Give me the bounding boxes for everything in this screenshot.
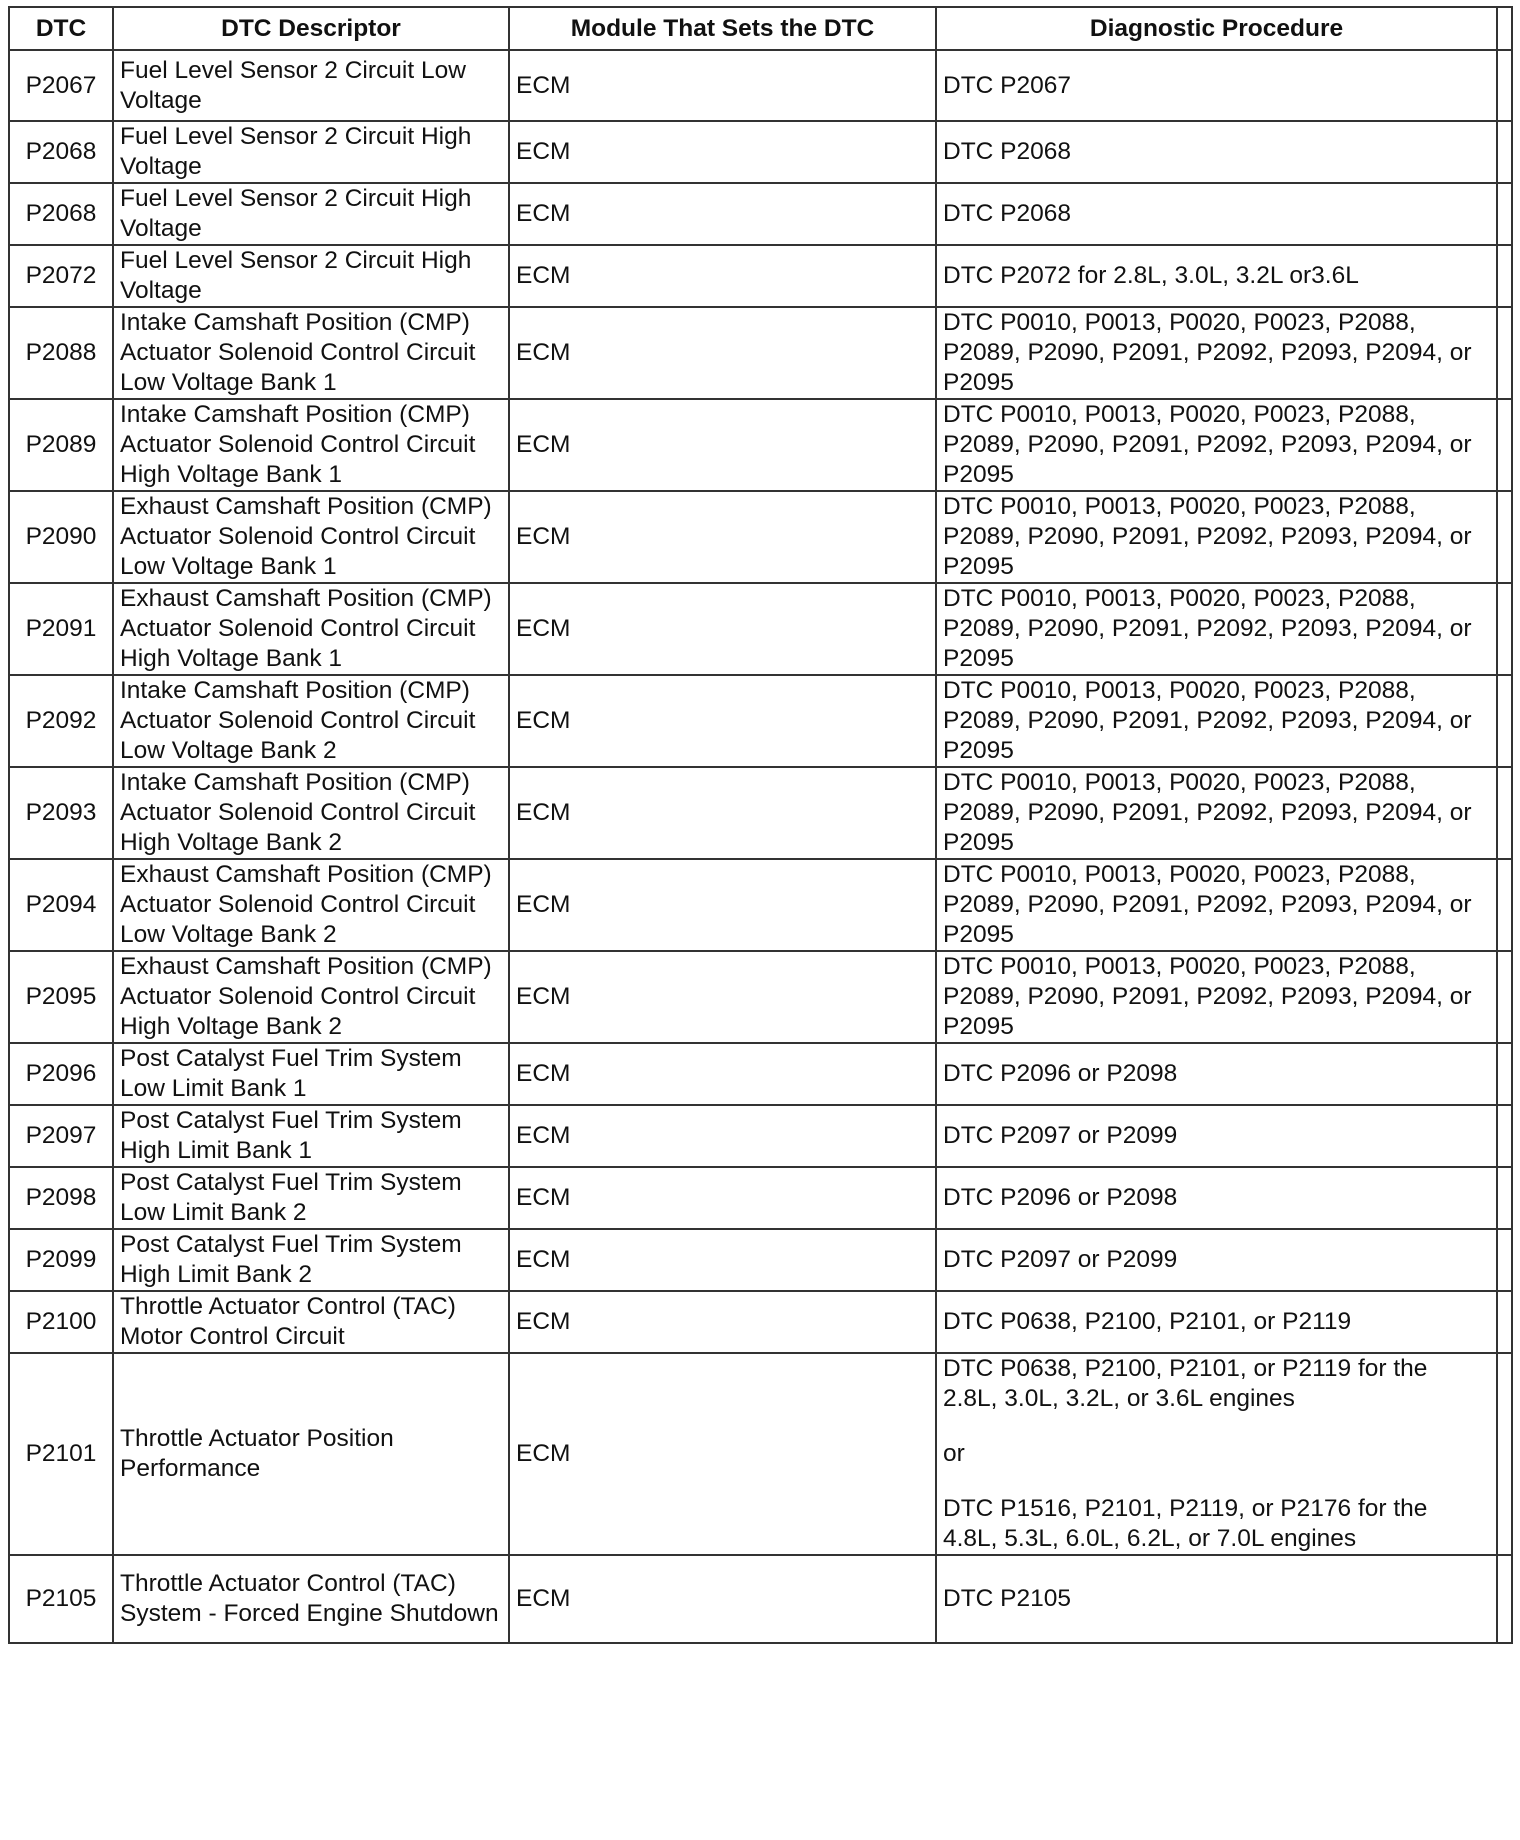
row-tail <box>1497 1043 1512 1105</box>
table-row <box>9 183 1512 245</box>
dtc-code: P2105 <box>9 1555 113 1643</box>
dtc-code: P2068 <box>9 183 113 245</box>
dtc-code: P2094 <box>9 859 113 951</box>
module-name: ECM <box>509 1555 936 1643</box>
diagnostic-procedure <box>936 1291 1497 1353</box>
diagnostic-procedure <box>936 1043 1497 1105</box>
dtc-code: P2098 <box>9 1167 113 1229</box>
dtc-code: P2091 <box>9 583 113 675</box>
row-tail <box>1497 1105 1512 1167</box>
dtc-code: P2092 <box>9 675 113 767</box>
dtc-code: P2099 <box>9 1229 113 1291</box>
header-module: Module That Sets the DTC <box>509 7 936 50</box>
module-name: ECM <box>509 951 936 1043</box>
diagnostic-procedure <box>936 491 1497 583</box>
dtc-code: P2100 <box>9 1291 113 1353</box>
dtc-descriptor: Exhaust Camshaft Position (CMP) Actuator Solenoid Control Circuit Low Voltage Bank 2 <box>113 859 509 951</box>
row-tail <box>1497 307 1512 399</box>
module-name: ECM <box>509 1229 936 1291</box>
dtc-descriptor: Post Catalyst Fuel Trim System Low Limit Bank 1 <box>113 1043 509 1105</box>
dtc-code: P2090 <box>9 491 113 583</box>
row-tail <box>1497 1555 1512 1643</box>
row-tail <box>1497 1167 1512 1229</box>
module-name: ECM <box>509 1353 936 1555</box>
module-name: ECM <box>509 1291 936 1353</box>
dtc-code: P2101 <box>9 1353 113 1555</box>
module-name: ECM <box>509 583 936 675</box>
dtc-descriptor: Intake Camshaft Position (CMP) Actuator Solenoid Control Circuit High Voltage Bank 1 <box>113 399 509 491</box>
table-row <box>9 1291 1512 1353</box>
row-tail <box>1497 859 1512 951</box>
dtc-descriptor: Exhaust Camshaft Position (CMP) Actuator Solenoid Control Circuit Low Voltage Bank 1 <box>113 491 509 583</box>
table-row <box>9 583 1512 675</box>
dtc-descriptor: Fuel Level Sensor 2 Circuit High Voltage <box>113 245 509 307</box>
table-row <box>9 675 1512 767</box>
dtc-descriptor: Fuel Level Sensor 2 Circuit Low Voltage <box>113 50 509 121</box>
procedure-paragraph: DTC P0010, P0013, P0020, P0023, P2088, P2089, P2090, P2091, P2092, P2093, P2094, or P2095 <box>943 493 1472 580</box>
module-name: ECM <box>509 183 936 245</box>
row-tail <box>1497 1229 1512 1291</box>
row-tail <box>1497 767 1512 859</box>
table-row <box>9 399 1512 491</box>
row-tail <box>1497 951 1512 1043</box>
table-row <box>9 1043 1512 1105</box>
table-row <box>9 1353 1512 1555</box>
header-row <box>9 7 1512 50</box>
diagnostic-procedure <box>936 675 1497 767</box>
header-procedure: Diagnostic Procedure <box>936 7 1497 50</box>
module-name: ECM <box>509 767 936 859</box>
dtc-table <box>8 6 1513 1644</box>
dtc-descriptor: Throttle Actuator Control (TAC) Motor Control Circuit <box>113 1291 509 1353</box>
row-tail <box>1497 1291 1512 1353</box>
diagnostic-procedure <box>936 121 1497 183</box>
procedure-paragraph: DTC P2105 <box>943 1585 1072 1612</box>
dtc-code: P2095 <box>9 951 113 1043</box>
table-row <box>9 50 1512 121</box>
procedure-paragraph: or <box>943 1440 965 1467</box>
dtc-descriptor: Intake Camshaft Position (CMP) Actuator Solenoid Control Circuit Low Voltage Bank 2 <box>113 675 509 767</box>
dtc-descriptor: Fuel Level Sensor 2 Circuit High Voltage <box>113 183 509 245</box>
table-row <box>9 1229 1512 1291</box>
dtc-descriptor: Post Catalyst Fuel Trim System High Limit Bank 1 <box>113 1105 509 1167</box>
module-name: ECM <box>509 859 936 951</box>
procedure-paragraph: DTC P0638, P2100, P2101, or P2119 for the 2.8L, 3.0L, 3.2L, or 3.6L engines <box>943 1355 1428 1412</box>
table-row <box>9 951 1512 1043</box>
header-descriptor: DTC Descriptor <box>113 7 509 50</box>
table-row <box>9 1555 1512 1643</box>
procedure-paragraph: DTC P2072 for 2.8L, 3.0L, 3.2L or3.6L <box>943 262 1359 289</box>
procedure-paragraph: DTC P0010, P0013, P0020, P0023, P2088, P2089, P2090, P2091, P2092, P2093, P2094, or P2095 <box>943 309 1472 396</box>
procedure-paragraph: DTC P2097 or P2099 <box>943 1246 1178 1273</box>
row-tail <box>1497 399 1512 491</box>
procedure-paragraph: DTC P2096 or P2098 <box>943 1060 1178 1087</box>
procedure-paragraph: DTC P2096 or P2098 <box>943 1184 1178 1211</box>
row-tail <box>1497 245 1512 307</box>
dtc-descriptor: Post Catalyst Fuel Trim System High Limit Bank 2 <box>113 1229 509 1291</box>
dtc-descriptor: Intake Camshaft Position (CMP) Actuator Solenoid Control Circuit Low Voltage Bank 1 <box>113 307 509 399</box>
procedure-paragraph: DTC P0010, P0013, P0020, P0023, P2088, P2089, P2090, P2091, P2092, P2093, P2094, or P2095 <box>943 677 1472 764</box>
procedure-paragraph: DTC P0010, P0013, P0020, P0023, P2088, P2089, P2090, P2091, P2092, P2093, P2094, or P2095 <box>943 953 1472 1040</box>
row-tail <box>1497 183 1512 245</box>
table-row <box>9 1167 1512 1229</box>
table-row <box>9 491 1512 583</box>
table-row <box>9 121 1512 183</box>
row-tail <box>1497 675 1512 767</box>
table-row <box>9 307 1512 399</box>
row-tail <box>1497 50 1512 121</box>
procedure-paragraph: DTC P0010, P0013, P0020, P0023, P2088, P2089, P2090, P2091, P2092, P2093, P2094, or P2095 <box>943 585 1472 672</box>
dtc-code: P2088 <box>9 307 113 399</box>
module-name: ECM <box>509 50 936 121</box>
procedure-paragraph: DTC P2097 or P2099 <box>943 1122 1178 1149</box>
dtc-code: P2089 <box>9 399 113 491</box>
diagnostic-procedure <box>936 1229 1497 1291</box>
table-body <box>9 50 1512 1643</box>
diagnostic-procedure <box>936 951 1497 1043</box>
table-row <box>9 767 1512 859</box>
dtc-code: P2072 <box>9 245 113 307</box>
module-name: ECM <box>509 675 936 767</box>
procedure-paragraph: DTC P2068 <box>943 200 1072 227</box>
module-name: ECM <box>509 1105 936 1167</box>
diagnostic-procedure <box>936 583 1497 675</box>
procedure-paragraph: DTC P0010, P0013, P0020, P0023, P2088, P2089, P2090, P2091, P2092, P2093, P2094, or P2095 <box>943 401 1472 488</box>
diagnostic-procedure <box>936 245 1497 307</box>
row-tail <box>1497 1353 1512 1555</box>
diagnostic-procedure <box>936 1353 1497 1555</box>
diagnostic-procedure <box>936 183 1497 245</box>
table-row <box>9 245 1512 307</box>
dtc-descriptor: Throttle Actuator Control (TAC) System - Forced Engine Shutdown <box>113 1555 509 1643</box>
diagnostic-procedure <box>936 767 1497 859</box>
dtc-code: P2097 <box>9 1105 113 1167</box>
dtc-code: P2093 <box>9 767 113 859</box>
procedure-paragraph: DTC P2067 <box>943 71 1072 99</box>
row-tail <box>1497 121 1512 183</box>
diagnostic-procedure <box>936 1105 1497 1167</box>
module-name: ECM <box>509 121 936 183</box>
module-name: ECM <box>509 307 936 399</box>
dtc-descriptor: Throttle Actuator Position Performance <box>113 1353 509 1555</box>
table-row <box>9 1105 1512 1167</box>
module-name: ECM <box>509 1043 936 1105</box>
row-tail <box>1497 491 1512 583</box>
header-dtc: DTC <box>9 7 113 50</box>
dtc-descriptor: Fuel Level Sensor 2 Circuit High Voltage <box>113 121 509 183</box>
module-name: ECM <box>509 245 936 307</box>
dtc-descriptor: Intake Camshaft Position (CMP) Actuator Solenoid Control Circuit High Voltage Bank 2 <box>113 767 509 859</box>
dtc-descriptor: Post Catalyst Fuel Trim System Low Limit Bank 2 <box>113 1167 509 1229</box>
diagnostic-procedure <box>936 1555 1497 1643</box>
procedure-paragraph: DTC P1516, P2101, P2119, or P2176 for the 4.8L, 5.3L, 6.0L, 6.2L, or 7.0L engines <box>943 1495 1428 1552</box>
dtc-descriptor: Exhaust Camshaft Position (CMP) Actuator Solenoid Control Circuit High Voltage Bank 1 <box>113 583 509 675</box>
diagnostic-procedure <box>936 307 1497 399</box>
module-name: ECM <box>509 399 936 491</box>
dtc-code: P2067 <box>9 50 113 121</box>
table-row <box>9 859 1512 951</box>
procedure-paragraph: DTC P0010, P0013, P0020, P0023, P2088, P2089, P2090, P2091, P2092, P2093, P2094, or P2095 <box>943 861 1472 948</box>
procedure-paragraph: DTC P0010, P0013, P0020, P0023, P2088, P2089, P2090, P2091, P2092, P2093, P2094, or P2095 <box>943 769 1472 856</box>
module-name: ECM <box>509 1167 936 1229</box>
module-name: ECM <box>509 491 936 583</box>
procedure-paragraph: DTC P0638, P2100, P2101, or P2119 <box>943 1308 1352 1335</box>
diagnostic-procedure <box>936 859 1497 951</box>
diagnostic-procedure <box>936 50 1497 121</box>
paragraph-gap <box>943 1469 1482 1494</box>
dtc-code: P2096 <box>9 1043 113 1105</box>
diagnostic-procedure <box>936 1167 1497 1229</box>
row-tail <box>1497 583 1512 675</box>
procedure-paragraph: DTC P2068 <box>943 138 1072 165</box>
paragraph-gap <box>943 1414 1482 1439</box>
header-tail <box>1497 7 1512 50</box>
dtc-descriptor: Exhaust Camshaft Position (CMP) Actuator Solenoid Control Circuit High Voltage Bank 2 <box>113 951 509 1043</box>
dtc-code: P2068 <box>9 121 113 183</box>
diagnostic-procedure <box>936 399 1497 491</box>
